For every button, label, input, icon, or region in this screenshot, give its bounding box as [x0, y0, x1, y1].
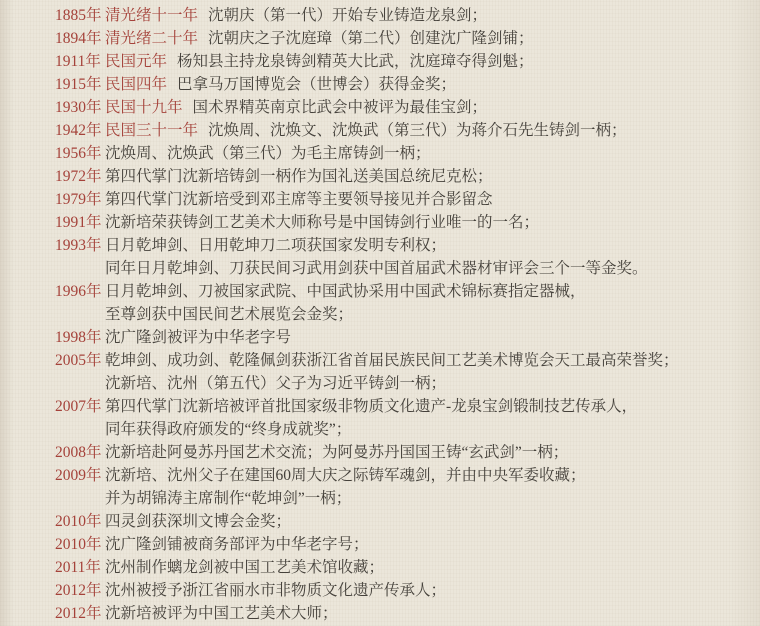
entry-year: 1942年: [55, 122, 102, 139]
entry-text: 日月乾坤剑、日用乾坤刀二项获国家发明专利权；: [105, 237, 447, 254]
entry-line: [105, 165, 750, 188]
timeline-entry: [55, 441, 750, 464]
entry-year: 1885年: [55, 7, 102, 24]
entry-year: 1979年: [55, 191, 102, 208]
entry-line: [105, 73, 750, 96]
entry-year: 1993年: [55, 237, 102, 254]
entry-year: 1972年: [55, 168, 102, 185]
timeline-entry: [55, 602, 750, 625]
timeline-entry: [55, 188, 750, 211]
entry-year: 2005年: [55, 352, 102, 369]
timeline-entry: [55, 349, 750, 395]
entry-text: 沈朝庆之子沈庭璋（第二代）创建沈广隆剑铺；: [208, 30, 534, 47]
entry-year: 2007年: [55, 398, 102, 415]
entry-line: [105, 96, 750, 119]
entry-line: [105, 27, 750, 50]
entry-era: 民国元年: [105, 53, 168, 70]
entry-content: [105, 50, 750, 73]
entry-content: [105, 234, 750, 280]
entry-text: 沈焕周、沈焕武（第三代）为毛主席铸剑一柄；: [105, 145, 431, 162]
entry-content: [105, 441, 750, 464]
entry-text: 沈州制作螭龙剑被中国工艺美术馆收藏；: [105, 559, 385, 576]
entry-line: [105, 510, 750, 533]
entry-era: 民国十九年: [105, 99, 183, 116]
entry-line: [105, 579, 750, 602]
entry-line: [105, 395, 750, 418]
entry-year: 2010年: [55, 513, 102, 530]
entry-text: 沈新培被评为中国工艺美术大师；: [105, 605, 338, 622]
entry-text-continued: 沈新培、沈州（第五代）父子为习近平铸剑一柄；: [105, 375, 447, 392]
entry-year: 1894年: [55, 30, 102, 47]
timeline-entry: [55, 510, 750, 533]
entry-year: 1998年: [55, 329, 102, 346]
entry-content: [105, 349, 750, 395]
entry-text: 沈焕周、沈焕文、沈焕武（第三代）为蒋介石先生铸剑一柄；: [208, 122, 627, 139]
timeline-entry: [55, 326, 750, 349]
timeline-entry: [55, 234, 750, 280]
entry-year: 1930年: [55, 99, 102, 116]
entry-content: [105, 326, 750, 349]
entry-year: 1911年: [55, 53, 101, 70]
timeline-entry: [55, 96, 750, 119]
entry-content: [105, 464, 750, 510]
timeline-entry: [55, 27, 750, 50]
entry-line: [105, 211, 750, 234]
entry-content: [105, 579, 750, 602]
entry-line: [105, 602, 750, 625]
entry-line: [105, 234, 750, 257]
timeline-entry: [55, 395, 750, 441]
entry-era: 民国四年: [105, 76, 168, 93]
timeline-entry: [55, 4, 750, 27]
entry-text: 国术界精英南京比武会中被评为最佳宝剑；: [192, 99, 488, 116]
entry-content: [105, 280, 750, 326]
entry-line: [105, 4, 750, 27]
entry-year: 2011年: [55, 559, 101, 576]
entry-text: 沈朝庆（第一代）开始专业铸造龙泉剑；: [208, 7, 488, 24]
timeline-entry: [55, 119, 750, 142]
entry-line: [105, 50, 750, 73]
timeline-entry: [55, 50, 750, 73]
timeline-entry: [55, 579, 750, 602]
entry-text: 杨知县主持龙泉铸剑精英大比武，沈庭璋夺得剑魁；: [177, 53, 534, 70]
entry-year: 2012年: [55, 582, 102, 599]
entry-text: 沈广隆剑铺被商务部评为中华老字号；: [105, 536, 369, 553]
entry-content: [105, 533, 750, 556]
entry-line: [105, 280, 750, 303]
entry-text: 四灵剑获深圳文博会金奖；: [105, 513, 292, 530]
entry-content: [105, 73, 750, 96]
timeline-entry: [55, 464, 750, 510]
entry-content: [105, 602, 750, 625]
entry-text: 沈新培荣获铸剑工艺美术大师称号是中国铸剑行业唯一的一名；: [105, 214, 540, 231]
entry-text-continued: 同年获得政府颁发的“终身成就奖”；: [105, 421, 352, 438]
entry-line: [105, 464, 750, 487]
timeline-entry: [55, 556, 750, 579]
entry-content: [105, 395, 750, 441]
timeline-entry: [55, 73, 750, 96]
entry-year: 1956年: [55, 145, 102, 162]
timeline-entry: [55, 142, 750, 165]
entry-line: [105, 349, 750, 372]
entry-text: 巴拿马万国博览会（世博会）获得金奖；: [177, 76, 457, 93]
entry-era: 清光绪十一年: [105, 7, 199, 24]
entry-content: [105, 165, 750, 188]
entry-text-continued: 并为胡锦涛主席制作“乾坤剑”一柄；: [105, 490, 352, 507]
entry-year: 1915年: [55, 76, 102, 93]
entry-text: 第四代掌门沈新培受到邓主席等主要领导接见并合影留念: [105, 191, 493, 208]
entry-text: 沈新培赴阿曼苏丹国艺术交流；为阿曼苏丹国国王铸“玄武剑”一柄；: [105, 444, 569, 461]
entry-content: [105, 556, 750, 579]
entry-text: 乾坤剑、成功剑、乾隆佩剑获浙江省首届民族民间工艺美术博览会天工最高荣誉奖；: [105, 352, 679, 369]
entry-content: [105, 96, 750, 119]
entry-text: 沈广隆剑被评为中华老字号: [105, 329, 292, 346]
entry-year: 2010年: [55, 536, 102, 553]
entry-line: [105, 119, 750, 142]
entry-year: 1991年: [55, 214, 102, 231]
entry-text-continued: 同年日月乾坤剑、刀获民间习武用剑获中国首届武术器材审评会三个一等金奖。: [105, 260, 648, 277]
entry-year: 2008年: [55, 444, 102, 461]
entry-era: 民国三十一年: [105, 122, 199, 139]
timeline-entry: [55, 533, 750, 556]
entry-line: [105, 142, 750, 165]
timeline-entry: [55, 211, 750, 234]
timeline-entry: [55, 280, 750, 326]
entry-content: [105, 142, 750, 165]
entry-era: 清光绪二十年: [105, 30, 199, 47]
entry-year: 2009年: [55, 467, 102, 484]
entry-line: [105, 326, 750, 349]
entry-text-continued: 至尊剑获中国民间艺术展览会金奖；: [105, 306, 354, 323]
entry-year: 2012年: [55, 605, 102, 622]
entry-text: 沈新培、沈州父子在建国60周大庆之际铸军魂剑，并由中央军委收藏；: [105, 467, 586, 484]
entry-text: 日月乾坤剑、刀被国家武院、中国武协采用中国武术锦标赛指定器械，: [105, 283, 586, 300]
entry-line: [105, 188, 750, 211]
entry-line: [105, 556, 750, 579]
entry-text: 第四代掌门沈新培被评首批国家级非物质文化遗产-龙泉宝剑锻制技艺传承人，: [105, 398, 638, 415]
entry-year: 1996年: [55, 283, 102, 300]
entry-line: [105, 441, 750, 464]
timeline-entry: [55, 165, 750, 188]
entry-content: [105, 510, 750, 533]
entry-line: [105, 533, 750, 556]
entry-content: [105, 4, 750, 27]
entry-content: [105, 27, 750, 50]
entry-content: [105, 211, 750, 234]
entry-content: [105, 119, 750, 142]
entry-content: [105, 188, 750, 211]
entry-text: 第四代掌门沈新培铸剑一柄作为国礼送美国总统尼克松；: [105, 168, 493, 185]
entry-text: 沈州被授予浙江省丽水市非物质文化遗产传承人；: [105, 582, 447, 599]
